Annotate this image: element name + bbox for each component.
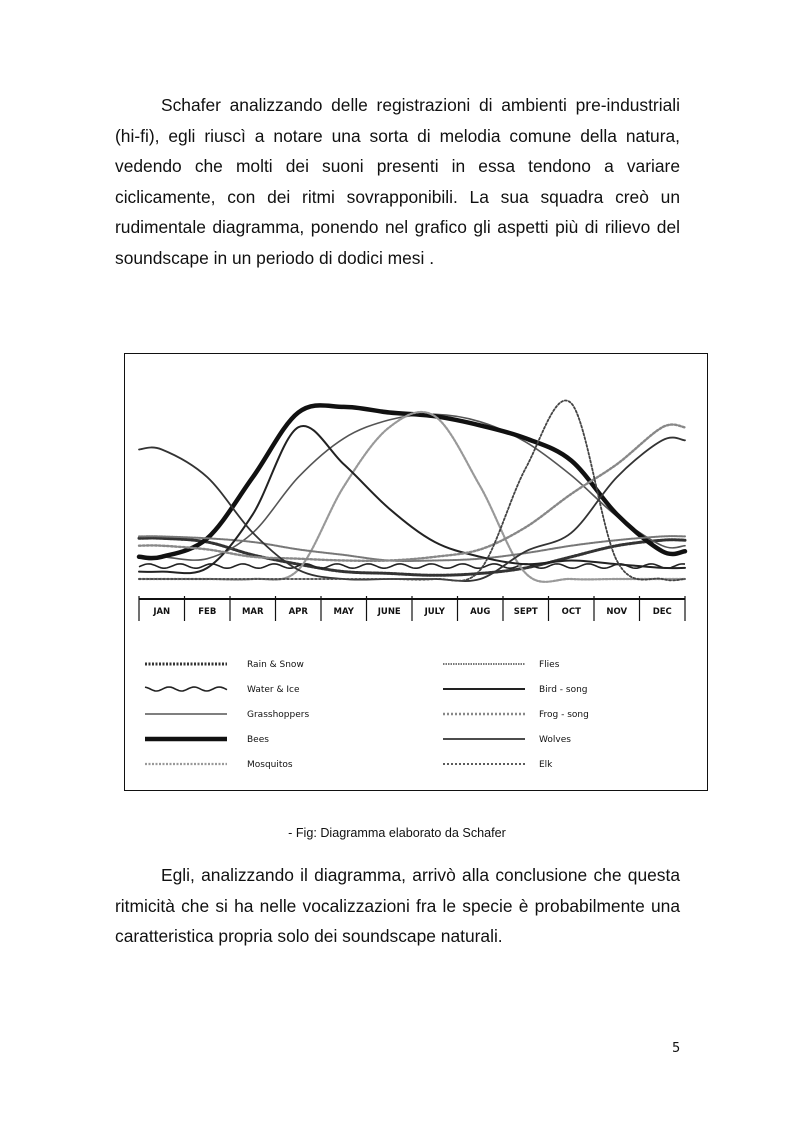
page-number: 5 <box>672 1041 681 1056</box>
legend-label: Elk <box>539 760 553 770</box>
x-tick-label: SEPT <box>513 607 538 617</box>
x-tick-label: APR <box>288 607 308 617</box>
x-tick-label: JULY <box>424 607 445 617</box>
legend-label: Grasshoppers <box>247 710 310 720</box>
x-tick-label: OCT <box>561 607 581 617</box>
legend-label: Flies <box>539 660 560 670</box>
legend-swatch-water <box>145 687 227 691</box>
paragraph-conclusion: Egli, analizzando il diagramma, arrivò alla conclusione che questa ritmicità che si ha nelle vocalizzazioni fra le specie è probabilmente una caratteristica propria solo dei soundscape naturali. <box>115 865 680 947</box>
x-tick-label: DEC <box>652 607 672 617</box>
series-line-water <box>139 564 685 568</box>
legend-label: Wolves <box>539 735 571 745</box>
x-tick-label: FEB <box>198 607 217 617</box>
legend-label: Bird - song <box>539 685 588 695</box>
figure-caption: - Fig: Diagramma elaborato da Schafer <box>288 826 506 840</box>
x-tick-label: JAN <box>153 607 171 617</box>
legend-label: Frog - song <box>539 710 589 720</box>
x-tick-label: AUG <box>470 607 491 617</box>
soundscape-chart-svg <box>125 354 707 790</box>
legend-label: Bees <box>247 735 269 745</box>
legend-label: Water & Ice <box>247 685 300 695</box>
legend-label: Rain & Snow <box>247 660 304 670</box>
x-tick-label: MAR <box>241 607 264 617</box>
paragraph-intro: Schafer analizzando delle registrazioni di ambienti pre-industriali (hi-fi), egli riuscì a notare una sorta di melodia comune della natura, vedendo che molti dei suoni presenti in essa tendono a variare ciclicamente, con dei ritmi sovrapponibili. La sua squadra creò un rudimentale diagramma, ponendo nel grafico gli aspetti più di rilievo del soundscape in un periodo di dodici mesi . <box>115 95 680 268</box>
x-tick-label: JUNE <box>377 607 401 617</box>
x-tick-label: MAY <box>333 607 354 617</box>
series-line-bees <box>139 405 685 558</box>
schafer-diagram <box>124 353 708 791</box>
legend-label: Mosquitos <box>247 760 293 770</box>
x-tick-label: NOV <box>606 607 628 617</box>
